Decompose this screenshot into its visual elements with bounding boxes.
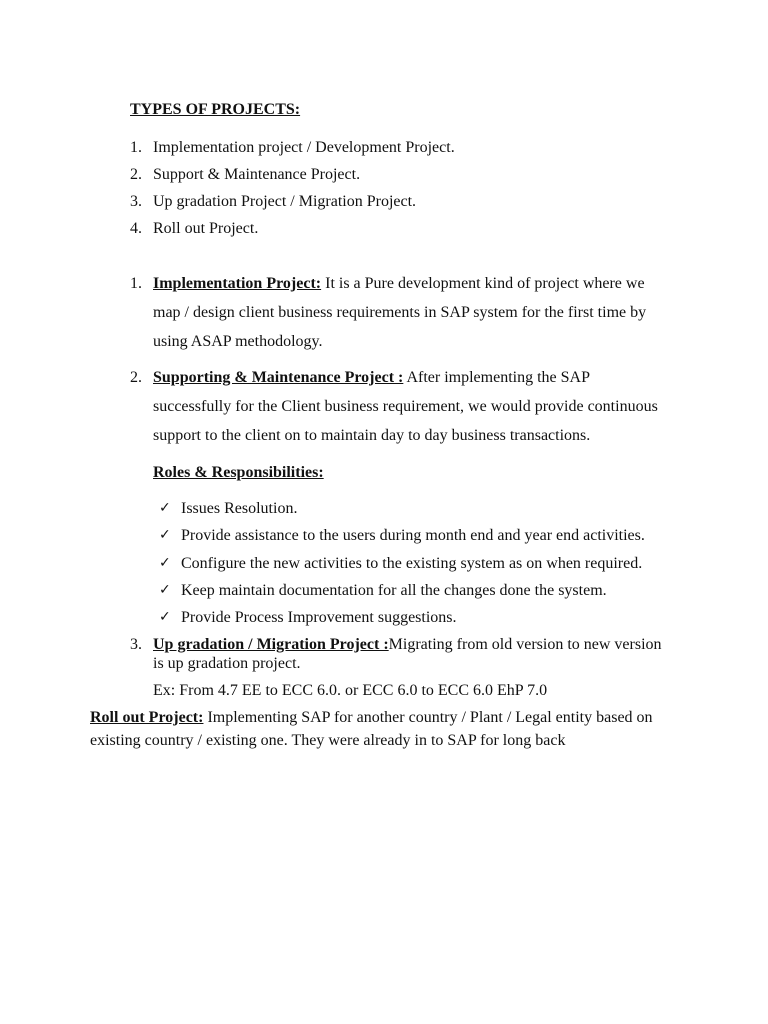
list-item: 2. Support & Maintenance Project. [130, 166, 361, 183]
paragraph-line: support to the client on to maintain day to day business transactions. [153, 427, 591, 444]
checkmark-icon: ✓ [159, 555, 171, 571]
checkmark-icon: ✓ [159, 527, 171, 543]
paragraph-line: Up gradation / Migration Project :Migrating from old version to new version [153, 636, 662, 653]
section-label: Implementation Project: [153, 275, 322, 292]
section-label: Roll out Project: [90, 709, 204, 726]
types-heading: TYPES OF PROJECTS: [130, 101, 301, 118]
paragraph-line: map / design client business requirements in SAP system for the first time by [153, 304, 647, 321]
list-item: Configure the new activities to the existing system as on when required. [181, 555, 643, 572]
section-label: Up gradation / Migration Project : [153, 636, 389, 653]
item-number: 1. [130, 275, 142, 292]
checkmark-icon: ✓ [159, 582, 171, 598]
list-item: Provide assistance to the users during month end and year end activities. [181, 527, 645, 544]
roles-heading: Roles & Responsibilities: [153, 464, 324, 481]
list-item: Keep maintain documentation for all the changes done the system. [181, 582, 607, 599]
list-item: Issues Resolution. [181, 500, 298, 517]
paragraph-line: using ASAP methodology. [153, 333, 323, 350]
list-item: 1. Implementation project / Development Project. [130, 139, 455, 156]
list-item: 4. Roll out Project. [130, 220, 259, 237]
item-number: 2. [130, 369, 142, 386]
checkmark-icon: ✓ [159, 609, 171, 625]
paragraph-line: Implementation Project: It is a Pure development kind of project where we [153, 275, 645, 292]
paragraph-line: Roll out Project: Implementing SAP for another country / Plant / Legal entity based on [90, 709, 653, 726]
item-number: 3. [130, 636, 142, 653]
checkmark-icon: ✓ [159, 500, 171, 516]
paragraph-line: Supporting & Maintenance Project : After implementing the SAP [153, 369, 590, 386]
section-label: Supporting & Maintenance Project : [153, 369, 404, 386]
paragraph-line: existing country / existing one. They were already in to SAP for long back [90, 732, 566, 749]
paragraph-line: is up gradation project. [153, 655, 301, 672]
list-item: Provide Process Improvement suggestions. [181, 609, 457, 626]
list-item: 3. Up gradation Project / Migration Project. [130, 193, 417, 210]
paragraph-line: successfully for the Client business requirement, we would provide continuous [153, 398, 658, 415]
example-line: Ex: From 4.7 EE to ECC 6.0. or ECC 6.0 to ECC 6.0 EhP 7.0 [153, 682, 548, 699]
